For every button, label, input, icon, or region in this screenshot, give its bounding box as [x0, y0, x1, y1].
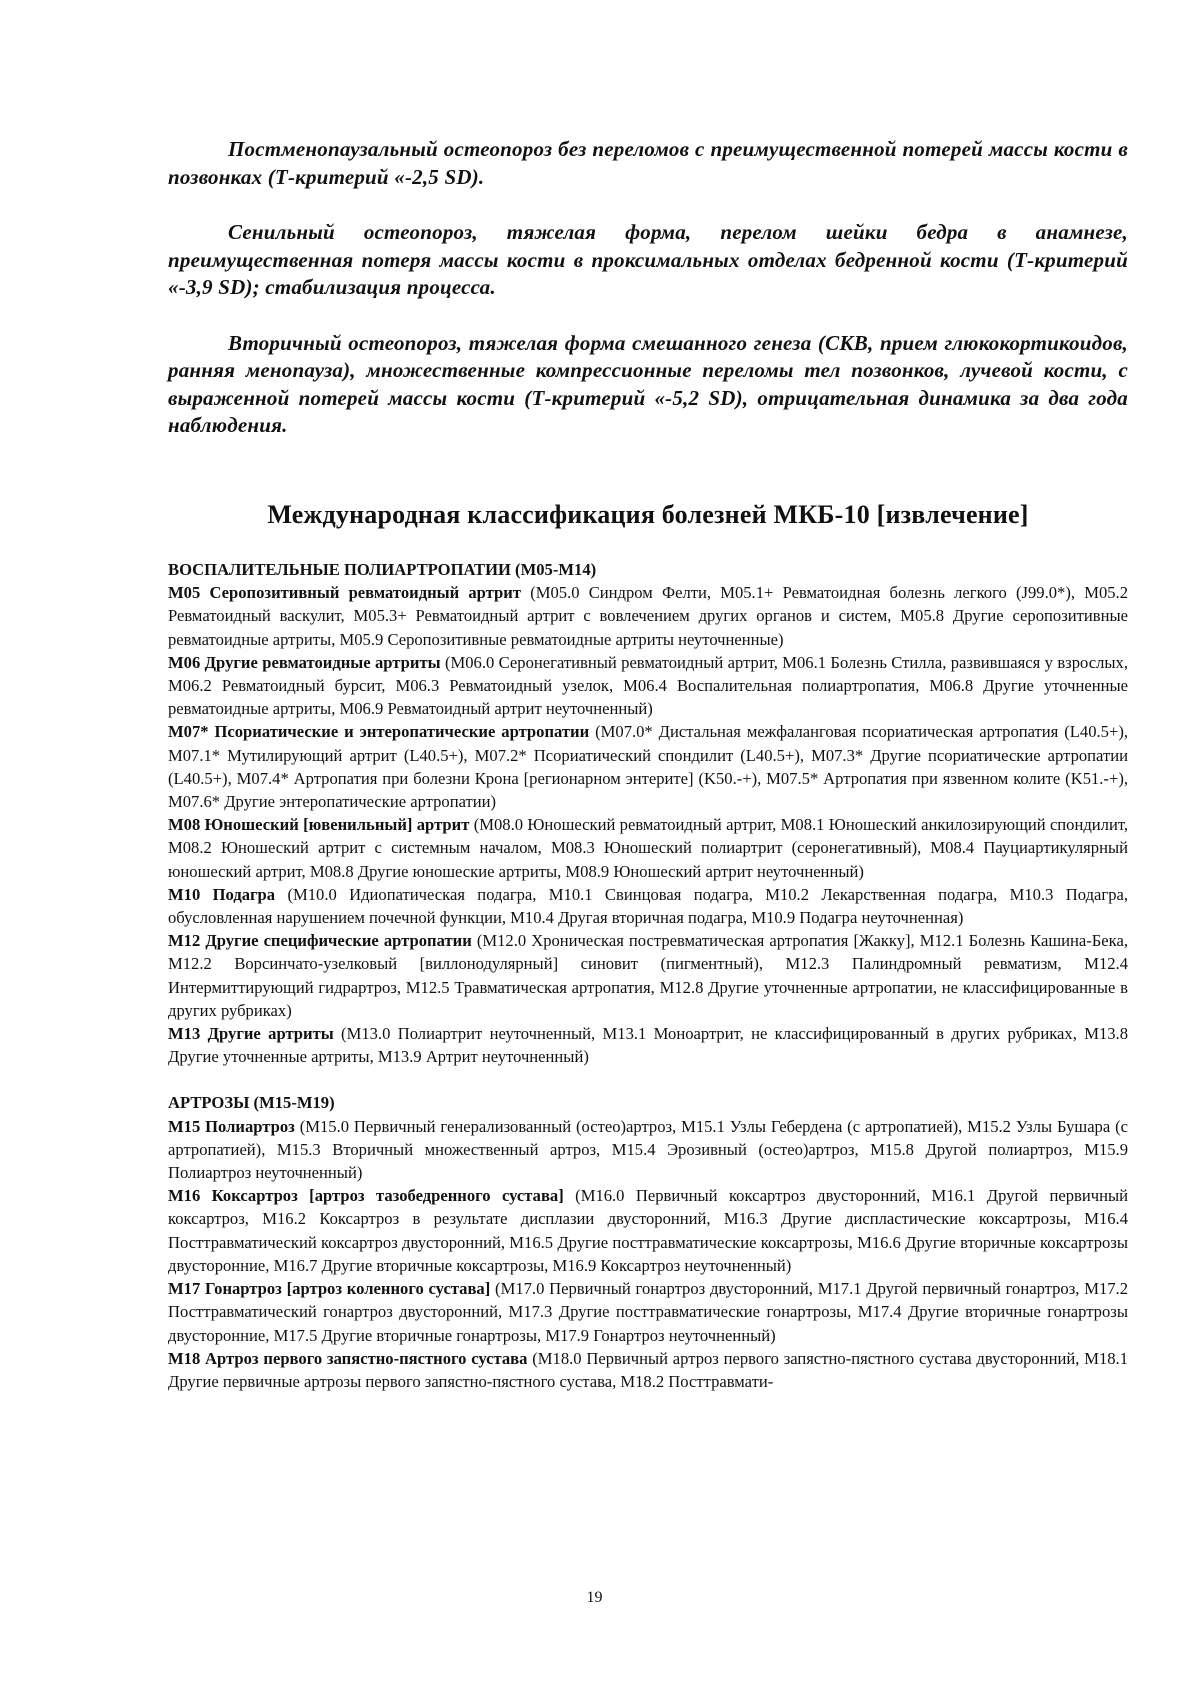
icd-entry	[168, 1277, 1128, 1347]
icd-entry	[168, 929, 1128, 1022]
icd-section	[168, 1091, 1128, 1393]
entry-code-title: М07* Псориатические и энтеропатические артропатии	[168, 722, 590, 742]
icd-entry	[168, 883, 1128, 929]
icd-entry	[168, 1022, 1128, 1068]
icd-entry	[168, 1115, 1128, 1185]
icd-entry	[168, 581, 1128, 651]
entry-text: (М06.0 Серонегативный ревматоидный артрит, М06.1 Болезнь Стилла, развившаяся у взрослых, М06.2 Ревматоидный бурсит, М06.3 Ревматоидный узелок, М06.4 Воспалительная полиартропатия, М06.8 Другие уточненные ревматоидные артриты, М06.9 Ревматоидный артрит неуточненный)	[168, 652, 1128, 719]
section-heading: ВОСПАЛИТЕЛЬНЫЕ ПОЛИАРТРОПАТИИ (М05-М14)	[168, 560, 597, 579]
section-title: Международная классификация болезней МКБ-10 [извлечение]	[267, 500, 1029, 529]
icd-extract	[168, 558, 1128, 1416]
icd-entry	[168, 813, 1128, 883]
entry-text: (М17.0 Первичный гонартроз двусторонний, М17.1 Другой первичный гонартроз, М17.2 Посттравматический гонартроз двусторонний, М17.3 Другие посттравматические гонартрозы, М17.4 Другие вторичные гонартрозы двусторонние, М17.5 Другие вторичные гонартрозы, М17.9 Гонартроз неуточненный)	[168, 1279, 1128, 1345]
entry-code-title: М12 Другие специфические артропатии	[168, 931, 472, 951]
diagnosis-examples	[168, 136, 1128, 468]
entry-text: (М15.0 Первичный генерализованный (остео)артроз, М15.1 Узлы Гебердена (с артропатией), М15.2 Узлы Бушара (с артропатией), М15.3 Вторичный множественный артроз, М15.4 Эрозивный (остео)артроз, М15.8 Другой полиартроз, М15.9 Полиартроз неуточненный)	[168, 1116, 1128, 1183]
entry-text: (М16.0 Первичный коксартроз двусторонний, М16.1 Другой первичный коксартроз, М16.2 Коксартроз в результате дисплазии двусторонний, М16.3 Другие диспластические коксартрозы, М16.4 Посттравматический коксартроз двусторонний, М16.5 Другие посттравматические коксартрозы, М16.6 Другие вторичные коксартрозы двусторонние, М16.7 Другие вторичные коксартрозы, М16.9 Коксартроз неуточненный)	[168, 1186, 1128, 1275]
page-number: 19	[586, 1589, 603, 1606]
icd-entry	[168, 651, 1128, 721]
entry-code-title: М18 Артроз первого запястно-пястного сустава	[168, 1348, 528, 1368]
entry-text: (М05.0 Синдром Фелти, М05.1+ Ревматоидная болезнь легкого (J99.0*), М05.2 Ревматоидный васкулит, М05.3+ Ревматоидный артрит с вовлечением других органов и систем, М05.8 Другие серопозитивные ревматоидные артриты, М05.9 Серопозитивные ревматоидные артриты неуточненные)	[168, 583, 1128, 649]
entry-code-title: М10 Подагра	[168, 884, 276, 904]
entry-code-title: М15 Полиартроз	[168, 1116, 295, 1136]
entry-code-title: М16 Коксартроз [артроз тазобедренного сустава]	[168, 1186, 564, 1206]
icd-section	[168, 558, 1128, 1068]
entry-text: (М13.0 Полиартрит неуточненный, М13.1 Моноартрит, не классифицированный в других рубриках, М13.8 Другие уточненные артриты, М13.9 Артрит неуточненный)	[168, 1024, 1128, 1067]
entry-text: (М12.0 Хроническая постревматическая артропатия [Жакку], М12.1 Болезнь Кашина-Бека, М12.2 Ворсинчато-узелковый [виллонодулярный] синовит (пигментный), М12.3 Палиндромный ревматизм, М12.4 Интермиттирующий гидрартроз, М12.5 Травматическая артропатия, М12.8 Другие уточненные артропатии, не классифицированные в других рубриках)	[168, 931, 1129, 1020]
entry-code-title: М13 Другие артриты	[168, 1024, 334, 1044]
entry-code-title: М08 Юношеский [ювенильный] артрит	[168, 815, 470, 835]
icd-entry	[168, 1184, 1128, 1277]
entry-text: (М08.0 Юношеский ревматоидный артрит, М08.1 Юношеский анкилозирующий спондилит, М08.2 Юношеский артрит с системным началом, М08.3 Юношеский полиартрит (серонегативный), М08.4 Пауциартикулярный юношеский артрит, М08.8 Другие юношеские артриты, М08.9 Юношеский артрит неуточненный)	[168, 815, 1128, 881]
entry-text: (М18.0 Первичный артроз первого запястно-пястного сустава двусторонний, М18.1 Другие первичные артрозы первого запястно-пястного сустава, М18.2 Посттравмати-	[168, 1348, 1128, 1391]
diagnosis-example: Сенильный остеопороз, тяжелая форма, перелом шейки бедра в анамнезе, преимущественная потеря массы кости в проксимальных отделах бедренной кости (Т-критерий «-3,9 SD); стабилизация процесса.	[168, 220, 1128, 299]
entry-code-title: М17 Гонартроз [артроз коленного сустава]	[168, 1279, 491, 1299]
icd-entry	[168, 720, 1128, 813]
entry-text: (М07.0* Дистальная межфаланговая псориатическая артропатия (L40.5+), М07.1* Мутилирующий артрит (L40.5+), М07.2* Псориатический спондилит (L40.5+), М07.3* Другие псориатические артропатии (L40.5+), М07.4* Артропатия при болезни Крона [регионарном энтерите] (K50.-+), М07.5* Артропатия при язвенном колите (K51.-+), М07.6* Другие энтеропатические артропатии)	[168, 722, 1128, 812]
entry-code-title: М05 Серопозитивный ревматоидный артрит	[168, 583, 521, 603]
icd-entry	[168, 1347, 1128, 1393]
diagnosis-example: Вторичный остеопороз, тяжелая форма смешанного генеза (СКВ, прием глюкокортикоидов, ранняя менопауза), множественные компрессионные переломы тел позвонков, лучевой кости, с выраженной потерей массы кости (Т-критерий «-5,2 SD), отрицательная динамика за два года наблюдения.	[168, 330, 1128, 437]
entry-code-title: М06 Другие ревматоидные артриты	[168, 652, 441, 672]
diagnosis-example: Постменопаузальный остеопороз без переломов с преимущественной потерей массы кости в позвонках (Т-критерий «-2,5 SD).	[168, 137, 1128, 189]
entry-text: (М10.0 Идиопатическая подагра, М10.1 Свинцовая подагра, М10.2 Лекарственная подагра, М10.3 Подагра, обусловленная нарушением почечной функции, М10.4 Другая вторичная подагра, М10.9 Подагра неуточненная)	[168, 884, 1129, 928]
section-heading: АРТРОЗЫ (М15-М19)	[168, 1093, 335, 1113]
